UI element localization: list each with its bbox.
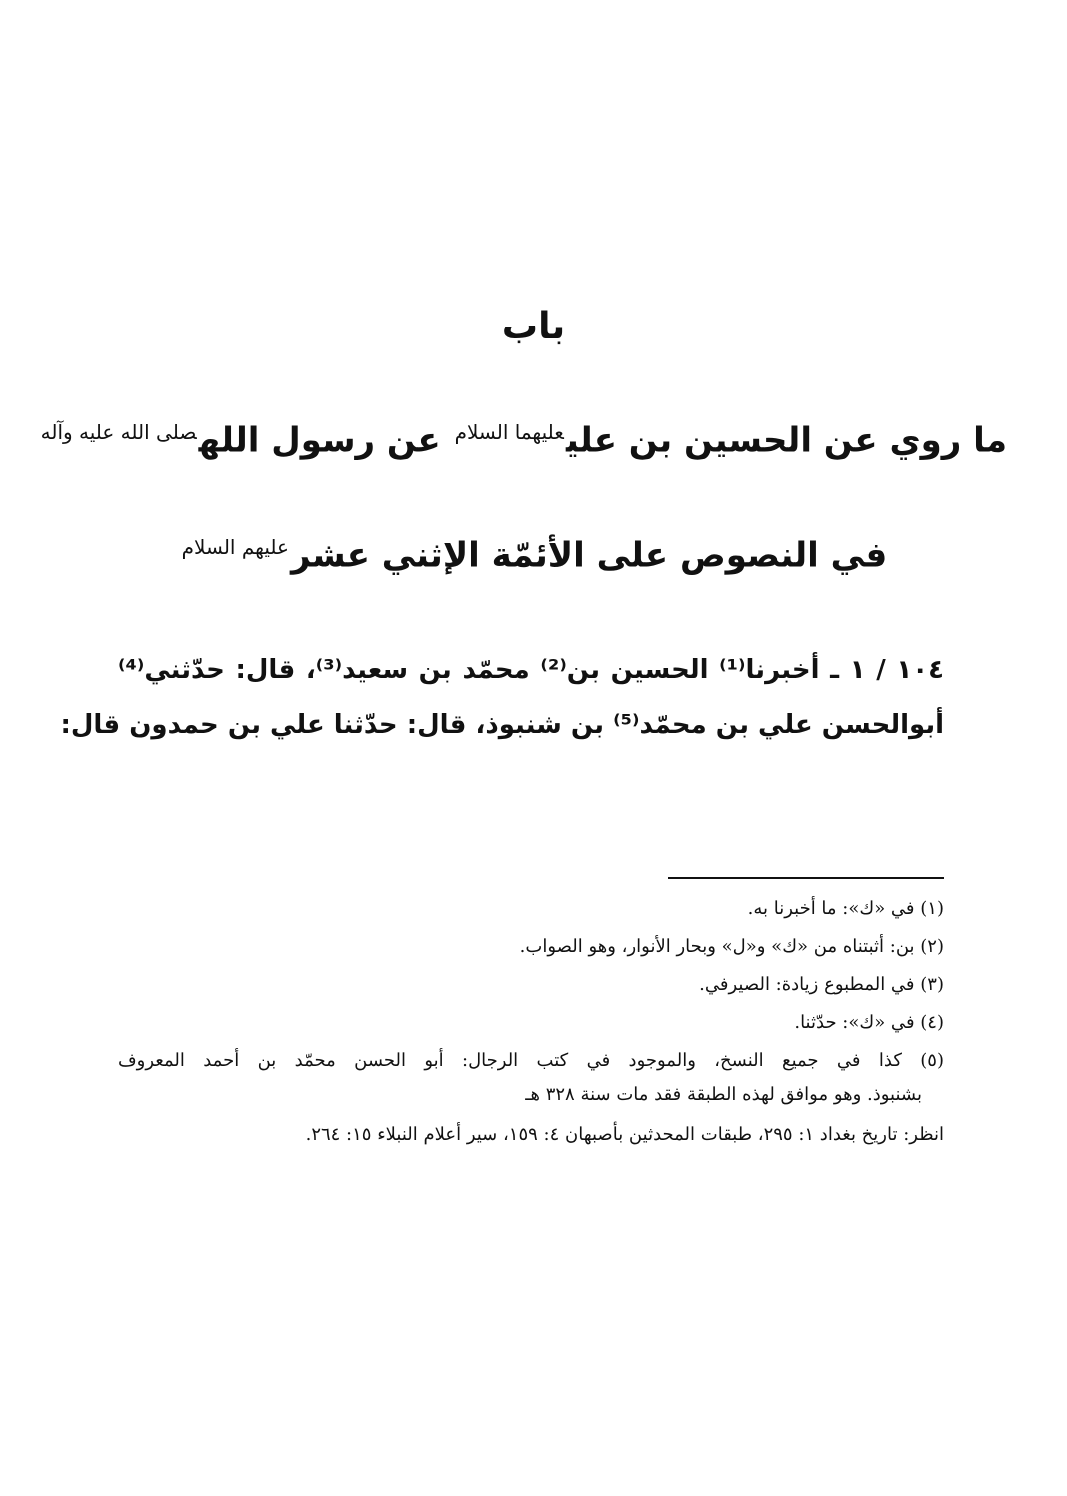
hadith-text-line-2: أبوالحسن علي بن محمّد⁽⁵⁾ بن شنبوذ، قال: حدّثنا علي بن حمدون قال:	[60, 710, 944, 740]
title-line-1-part-2: عن رسول الله	[198, 420, 441, 461]
honorific-1: عليهما السلام	[454, 420, 564, 444]
footnote-5: (٥) كذا في جميع النسخ، والموجود في كتب الرجال: أبو الحسن محمّد بن أحمد المعروف	[118, 1050, 944, 1071]
chapter-title-line-1	[40, 420, 1007, 461]
honorific-2: صلى الله عليه وآله	[40, 420, 197, 444]
footnote-1: (١) في «ك»: ما أخبرنا به.	[747, 898, 944, 919]
chapter-label-text: باب	[501, 306, 566, 347]
footnote-4: (٤) في «ك»: حدّثنا.	[794, 1012, 944, 1033]
footnote-divider	[668, 877, 944, 879]
footnote-5-continued: بشنبوذ. وهو موافق لهذه الطبقة فقد مات سنة ٣٢٨ هـ	[525, 1084, 922, 1105]
chapter-label	[60, 306, 1007, 347]
footnote-3: (٣) في المطبوع زيادة: الصيرفي.	[699, 974, 944, 995]
honorific-3: عليهم السلام	[181, 535, 289, 559]
title-line-2-text: في النصوص على الأئمّة الإثني عشر	[290, 535, 888, 576]
hadith-text-line-1: ١٠٤ / ١ ـ أخبرنا⁽¹⁾ الحسين بن⁽²⁾ محمّد بن سعيد⁽³⁾، قال: حدّثني⁽⁴⁾	[118, 655, 944, 685]
chapter-title-line-2	[60, 535, 1007, 575]
footnote-references: انظر: تاريخ بغداد ١: ٢٩٥، طبقات المحدثين بأصبهان ٤: ١٥٩، سير أعلام النبلاء ١٥: ٢٦٤.	[305, 1124, 944, 1145]
title-line-1-part-1: ما روي عن الحسين بن علي	[565, 420, 1007, 461]
footnote-2: (٢) بن: أثبتناه من «ك» و«ل» وبحار الأنوار، وهو الصواب.	[519, 936, 944, 957]
